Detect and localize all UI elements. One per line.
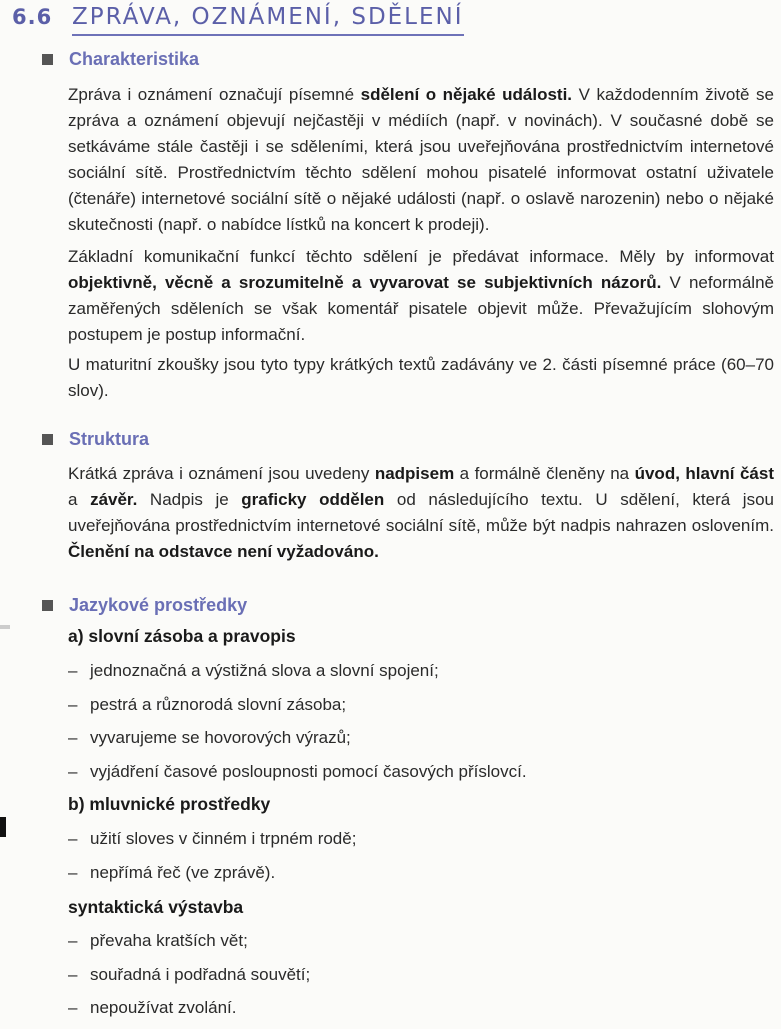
list-item xyxy=(68,928,310,962)
text-span: Nadpis je xyxy=(137,490,242,509)
subheading-a: a) slovní zásoba a pravopis xyxy=(68,626,296,646)
list-item-text: užití sloves v činném i trpném rodě; xyxy=(90,829,357,848)
list-item-text: pestrá a různorodá slovní zásoba; xyxy=(90,694,347,714)
list-item xyxy=(68,826,356,860)
dash-bullet: – xyxy=(68,964,78,984)
text-span: od následujícího textu. U sdělení, která jsou uveřejňována prostřednictvím internetové sociální sítě, může být nadpis nahrazen oslovením. xyxy=(68,490,774,535)
bold-span: sdělení o nějaké události. xyxy=(360,85,573,104)
text-span: a formálně členěny na xyxy=(454,464,635,483)
text-span: Krátká zpráva i oznámení jsou uvedeny xyxy=(68,464,375,483)
list-item xyxy=(68,860,356,894)
dash-bullet: – xyxy=(68,728,78,747)
list-item xyxy=(68,725,527,759)
text-span: V každodenním životě se zpráva a oznámení objevují nejčastěji v médiích (např. v novinách). V současné době se setkáváme stále častěji i se sděleními, která jsou uveřejňována prostřednictvím internetové sociální sítě. Prostřednictvím těchto sdělení mohou pisatelé informovat ostatní uživatele (čtenáře) internetové sociální sítě o nějaké události (např. o oslavě narozenin) nebo o nějaké skutečnosti (např. o nabídce lístků na koncert k prodeji). xyxy=(68,85,775,234)
bold-span: objektivně, věcně a srozumitelně a vyvarovat se subjektivních názorů. xyxy=(68,273,662,292)
list-item xyxy=(68,759,527,793)
square-bullet-icon xyxy=(42,54,53,65)
bold-span: graficky oddělen xyxy=(241,490,385,509)
square-bullet-icon xyxy=(42,434,53,445)
text-span: Zpráva i oznámení označují písemné xyxy=(68,85,361,104)
paragraph-charakteristika-3: U maturitní zkoušky jsou tyto typy krátkých textů zadávány ve 2. části písemné práce (60–70 slov). xyxy=(68,355,774,400)
section-title: Jazykové prostředky xyxy=(69,595,248,615)
dash-bullet: – xyxy=(68,761,78,781)
dash-bullet: – xyxy=(68,694,78,714)
page-edge-mark xyxy=(0,625,10,629)
bold-span: nadpisem xyxy=(374,464,455,483)
chapter-title: ZPRÁVA, OZNÁMENÍ, SDĚLENÍ xyxy=(72,4,464,36)
list-a xyxy=(68,658,527,792)
list-b xyxy=(68,826,356,893)
list-item-text: souřadná i podřadná souvětí; xyxy=(90,964,311,984)
list-item-text: vyjádření časové posloupnosti pomocí časových příslovcí. xyxy=(90,761,527,781)
list-item-text: vyvarujeme se hovorových výrazů; xyxy=(90,728,351,747)
square-bullet-icon xyxy=(42,600,53,611)
section-heading-jazykove xyxy=(42,595,247,616)
paragraph-struktura xyxy=(68,461,774,565)
list-item-text: nepřímá řeč (ve zprávě). xyxy=(90,862,276,882)
list-item xyxy=(68,962,310,996)
list-item-text: nepoužívat zvolání. xyxy=(90,998,237,1017)
subheading-c: syntaktická výstavba xyxy=(68,897,244,917)
bold-span: úvod, hlavní část xyxy=(634,464,774,483)
list-c xyxy=(68,928,310,1029)
section-title: Struktura xyxy=(69,429,150,449)
subheading-b: b) mluvnické prostředky xyxy=(68,794,271,814)
list-item xyxy=(68,658,527,692)
list-item-text: jednoznačná a výstižná slova a slovní spojení; xyxy=(90,661,439,680)
dash-bullet: – xyxy=(68,829,78,848)
text-span: Základní komunikační funkcí těchto sdělení je předávat informace. Měly by informovat xyxy=(68,247,774,266)
section-heading-charakteristika xyxy=(42,49,199,70)
text-span: a xyxy=(68,490,91,509)
paragraph-charakteristika-1 xyxy=(68,82,774,238)
section-heading-struktura xyxy=(42,429,149,450)
chapter-header xyxy=(12,4,464,36)
chapter-number: 6.6 xyxy=(12,5,53,29)
dash-bullet: – xyxy=(68,862,78,882)
text-span: V neformálně zaměřených sděleních se však komentář pisatele objevit může. Převažujícím slohovým postupem je postup informační. xyxy=(68,273,774,344)
paragraph-charakteristika-2 xyxy=(68,244,774,348)
bold-span: závěr. xyxy=(90,490,138,509)
list-item xyxy=(68,692,527,726)
dash-bullet: – xyxy=(68,998,78,1017)
page-edge-mark xyxy=(0,817,6,837)
list-item xyxy=(68,995,310,1029)
bold-span: Členění na odstavce není vyžadováno. xyxy=(68,542,379,561)
list-item-text: převaha kratších vět; xyxy=(90,931,248,950)
dash-bullet: – xyxy=(68,931,78,950)
dash-bullet: – xyxy=(68,661,78,680)
section-title: Charakteristika xyxy=(69,49,200,69)
